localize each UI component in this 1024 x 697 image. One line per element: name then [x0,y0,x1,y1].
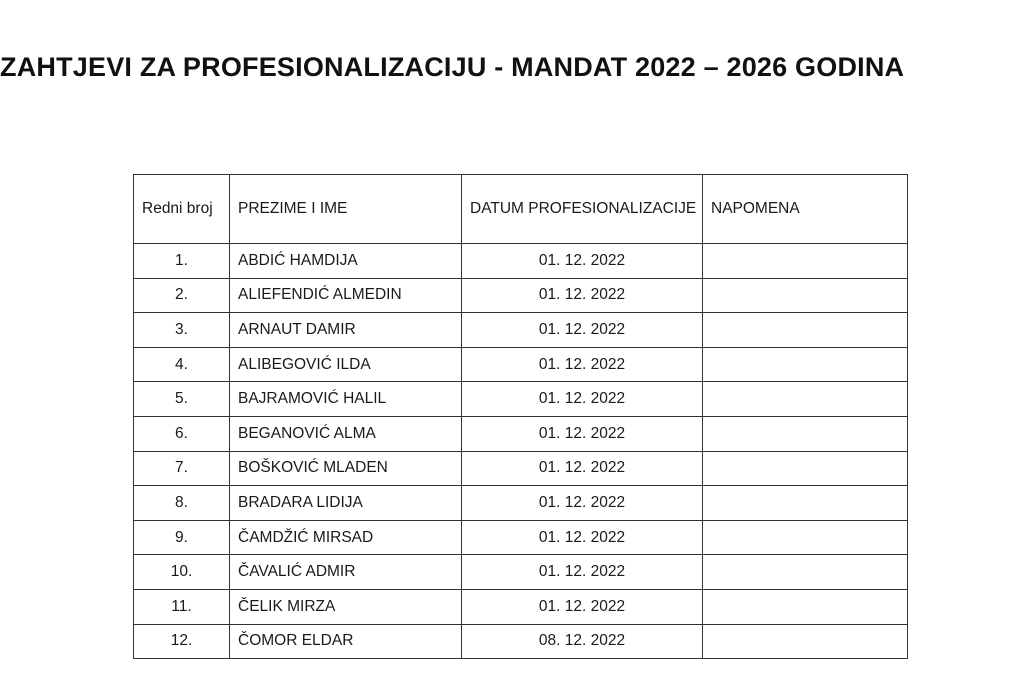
row-note [703,278,908,313]
table-row [134,520,908,555]
profesionalizacija-table [133,174,908,659]
row-date: 01. 12. 2022 [462,278,703,313]
row-date: 01. 12. 2022 [462,451,703,486]
row-note [703,555,908,590]
document-title: ZAHTJEVI ZA PROFESIONALIZACIJU - MANDAT 2022 – 2026 GODINA [0,52,905,82]
table-row [134,313,908,348]
table-row [134,451,908,486]
table-row [134,382,908,417]
table-row [134,347,908,382]
row-number: 7. [134,451,230,486]
row-date: 01. 12. 2022 [462,555,703,590]
row-note [703,624,908,659]
header-napomena: NAPOMENA [703,175,908,244]
row-date: 01. 12. 2022 [462,520,703,555]
row-note [703,589,908,624]
row-date: 08. 12. 2022 [462,624,703,659]
table-row [134,624,908,659]
row-name: ARNAUT DAMIR [230,313,462,348]
table-row [134,416,908,451]
row-number: 8. [134,486,230,521]
row-name: ALIEFENDIĆ ALMEDIN [230,278,462,313]
row-name: ČOMOR ELDAR [230,624,462,659]
row-date: 01. 12. 2022 [462,244,703,279]
row-date: 01. 12. 2022 [462,382,703,417]
header-redni-broj: Redni broj [134,175,230,244]
row-name: BOŠKOVIĆ MLADEN [230,451,462,486]
row-number: 3. [134,313,230,348]
table-row [134,486,908,521]
row-number: 10. [134,555,230,590]
row-name: ČELIK MIRZA [230,589,462,624]
row-date: 01. 12. 2022 [462,416,703,451]
row-date: 01. 12. 2022 [462,486,703,521]
row-note [703,520,908,555]
row-number: 1. [134,244,230,279]
row-name: ČAMDŽIĆ MIRSAD [230,520,462,555]
row-number: 6. [134,416,230,451]
row-note [703,382,908,417]
row-name: BAJRAMOVIĆ HALIL [230,382,462,417]
row-name: ČAVALIĆ ADMIR [230,555,462,590]
row-number: 9. [134,520,230,555]
row-number: 2. [134,278,230,313]
row-number: 12. [134,624,230,659]
row-note [703,451,908,486]
header-prezime-ime: PREZIME I IME [230,175,462,244]
row-name: BRADARA LIDIJA [230,486,462,521]
row-note [703,486,908,521]
table-header-row [134,175,908,244]
row-date: 01. 12. 2022 [462,589,703,624]
row-note [703,244,908,279]
row-number: 4. [134,347,230,382]
row-name: BEGANOVIĆ ALMA [230,416,462,451]
table-row [134,589,908,624]
row-note [703,347,908,382]
row-number: 5. [134,382,230,417]
table-row [134,278,908,313]
row-note [703,313,908,348]
row-date: 01. 12. 2022 [462,347,703,382]
table-row [134,244,908,279]
table-row [134,555,908,590]
row-name: ABDIĆ HAMDIJA [230,244,462,279]
row-note [703,416,908,451]
row-name: ALIBEGOVIĆ ILDA [230,347,462,382]
row-date: 01. 12. 2022 [462,313,703,348]
row-number: 11. [134,589,230,624]
header-datum: DATUM PROFESIONALIZACIJE [462,175,703,244]
